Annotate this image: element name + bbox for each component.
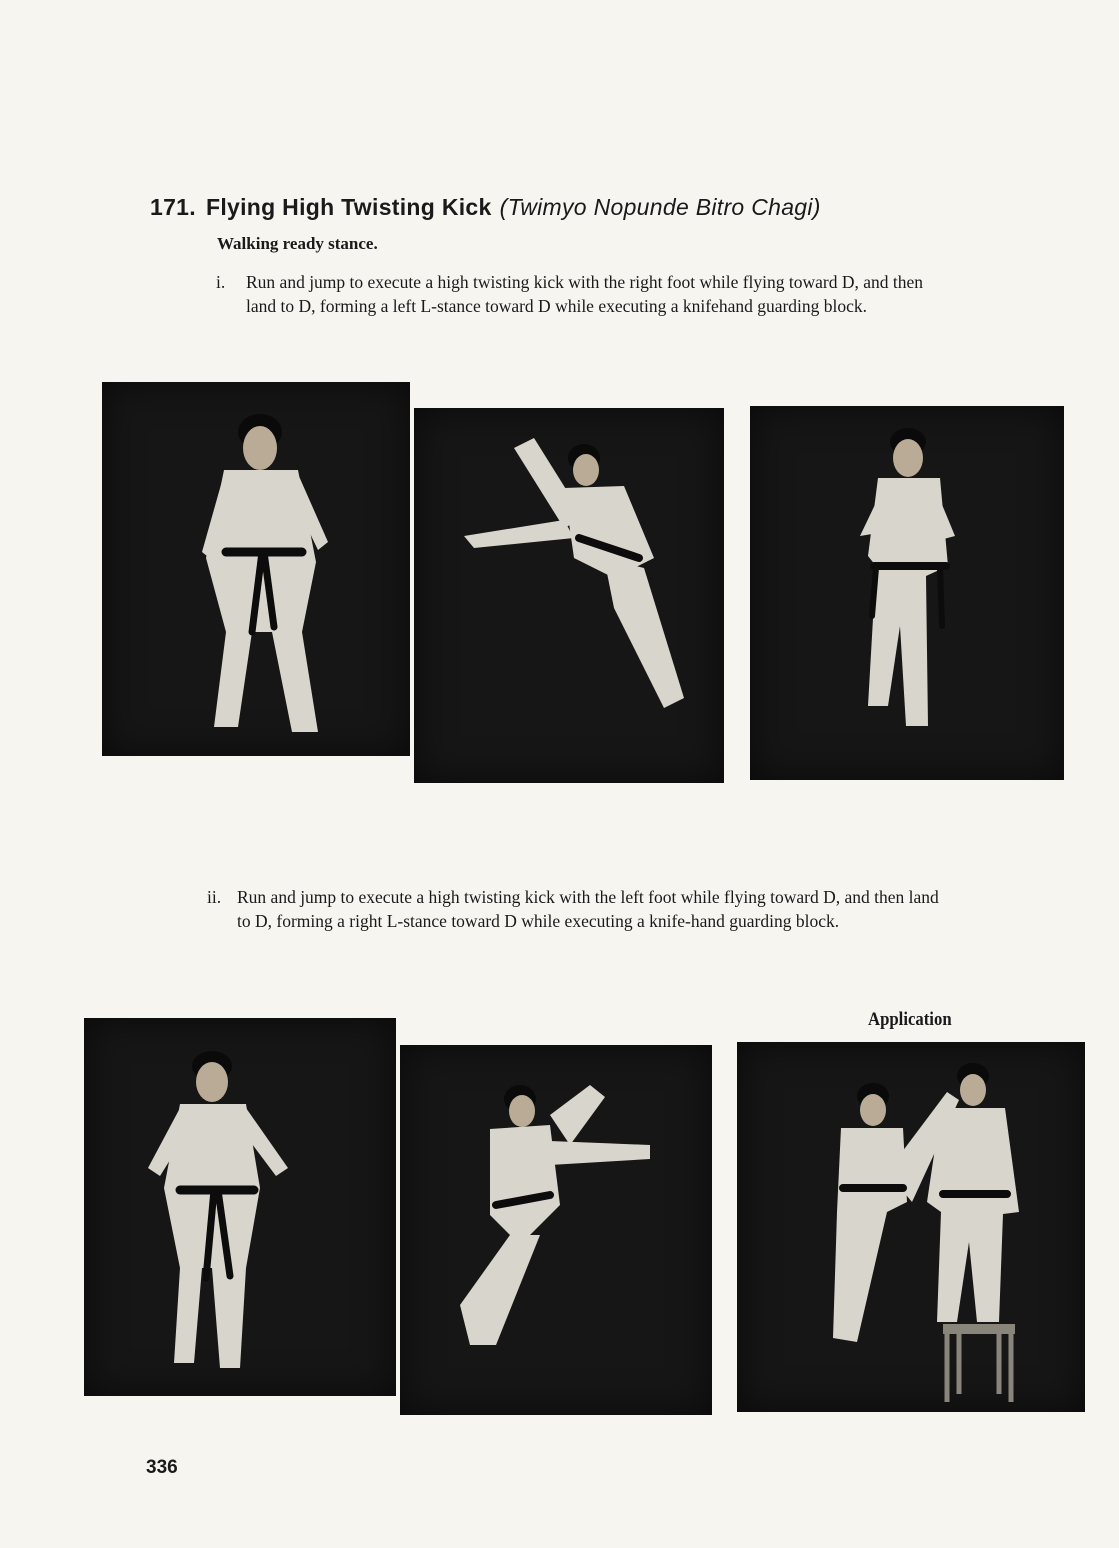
section-romanized-title: (Twimyo Nopunde Bitro Chagi): [499, 194, 821, 220]
application-caption: Application: [868, 1009, 952, 1030]
page-number: 336: [146, 1457, 178, 1478]
photo-flying-kick: [414, 408, 724, 783]
figure-flying-kick-illustration: [414, 408, 724, 783]
photo-flying-kick-2: [400, 1045, 712, 1415]
ready-stance-label: Walking ready stance.: [217, 234, 378, 253]
figure-standing-illustration: [102, 382, 410, 756]
section-heading: [150, 194, 1050, 221]
figure-application-illustration: [737, 1042, 1085, 1412]
figure-flying-kick-illustration-2: [400, 1045, 712, 1415]
photo-landing-guarding-block: [750, 406, 1064, 780]
photo-ready-stance-2: [84, 1018, 396, 1396]
section-title: Flying High Twisting Kick: [205, 194, 492, 220]
step-text: Run and jump to execute a high twisting kick with the left foot while flying toward D, and then land to D, forming a right L-stance toward D while executing a knife-hand guarding block.: [237, 887, 939, 931]
step-i: [216, 270, 956, 318]
step-marker: i.: [216, 272, 226, 292]
step-text: Run and jump to execute a high twisting kick with the right foot while flying toward D, and then land to D, forming a left L-stance toward D while executing a knifehand guarding block.: [246, 272, 924, 316]
section-number: 171.: [150, 194, 196, 220]
photo-ready-stance: [102, 382, 410, 756]
step-marker: ii.: [207, 887, 222, 907]
photo-application: [737, 1042, 1085, 1412]
figure-standing-illustration-2: [84, 1018, 396, 1396]
figure-guarding-block-illustration: [750, 406, 1064, 780]
step-ii: [207, 885, 947, 933]
